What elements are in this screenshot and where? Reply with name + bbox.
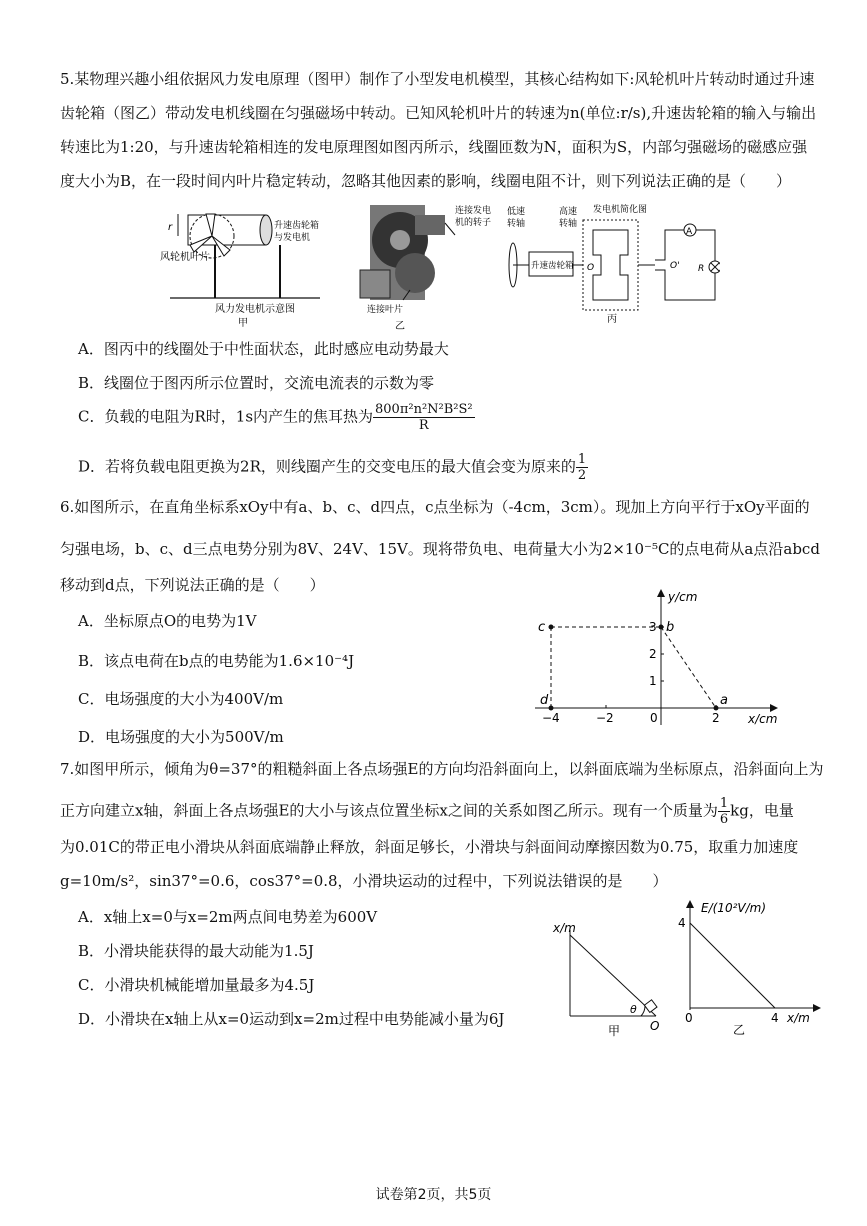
q6-label-a: a (720, 693, 728, 708)
q7-jia-xlabel: x/m (553, 921, 576, 935)
fig-jia-gen-label: 与发电机 (274, 233, 311, 243)
q5-option-d[interactable] (78, 452, 588, 483)
q7-jia-theta: θ (630, 1003, 637, 1016)
q5-c-denominator: R (418, 418, 429, 433)
q6-point-c (549, 625, 554, 630)
fig-yi-blades-label: 连接叶片 (367, 305, 404, 315)
q5-option-c-text: C．负载的电阻为R时，1s内产生的焦耳热为 (78, 407, 374, 426)
q6-coordinate-graph (530, 585, 790, 730)
q5-d-numerator: 1 (577, 452, 587, 467)
q5-figure-jia (160, 200, 325, 330)
q6-stem-line3: 移动到d点，下列说法正确的是（ ） (60, 576, 325, 594)
q7-mass-num: 1 (719, 796, 729, 811)
fig-bing-tag: 丙 (607, 314, 617, 325)
fig-bing-low1: 低速 (507, 207, 526, 217)
q5-stem-line2: 齿轮箱（图乙）带动发电机线圈在匀强磁场中转动。已知风轮机叶片的转速为n(单位:r/s),升速齿轮箱的输入与输出 (60, 104, 817, 122)
q7-yi-xtick-4: 4 (771, 1011, 779, 1025)
fig-bing-low2: 转轴 (507, 219, 526, 229)
q7-figure-jia (548, 920, 668, 1040)
q5-c-numerator: 800π²n²N²B²S² (375, 402, 473, 417)
q7-mass-den: 6 (719, 812, 729, 827)
q6-label-c: c (538, 620, 546, 635)
q5-option-d-text: D．若将负载电阻更换为2R，则线圈产生的交变电压的最大值会变为原来的 (78, 457, 576, 476)
q7-figure-yi (675, 898, 825, 1036)
q6-point-b (659, 625, 664, 630)
fig-bing-high1: 高速 (559, 207, 578, 217)
fig-yi-rotor-label-2: 机的转子 (455, 218, 492, 228)
q7-mass-fraction (718, 796, 730, 827)
fig-bing-ammeter: A (686, 227, 693, 237)
fig-yi-tag: 乙 (395, 321, 405, 332)
fig-jia-gear-label: 升速齿轮箱 (274, 221, 320, 231)
q7-stem-line3: 为0.01C的带正电小滑块从斜面底端静止释放，斜面足够长，小滑块与斜面间动摩擦因数为0.75，取重力加速度 (60, 838, 799, 856)
q6-xtick-neg2: −2 (596, 711, 614, 725)
q5-option-d-fraction (576, 452, 588, 483)
q6-ytick-1: 1 (649, 674, 657, 688)
q7-yi-ytick-4: 4 (678, 916, 686, 930)
q6-x-axis-label: x/cm (748, 712, 778, 726)
q7-line2-pre: 正方向建立x轴，斜面上各点场强E的大小与该点位置坐标x之间的关系如图乙所示。现有一个质量为 (60, 801, 718, 820)
q5-stem-line1: 5.某物理兴趣小组依据风力发电原理（图甲）制作了小型发电机模型，其核心结构如下:风轮机叶片转动时通过升速 (60, 70, 815, 88)
q5-option-c-fraction (373, 402, 475, 433)
q5-stem-line4: 度大小为B，在一段时间内叶片稳定转动，忽略其他因素的影响，线圈电阻不计，则下列说法正确的是（ ） (60, 172, 792, 190)
fig-jia-r: r (168, 222, 173, 233)
q7-stem-line4: g=10m/s²，sin37°=0.6，cos37°=0.8，小滑块运动的过程中，下列说法错误的是 ） (60, 872, 668, 890)
q6-option-d[interactable]: D．电场强度的大小为500V/m (78, 728, 284, 746)
q5-option-a[interactable]: A．图丙中的线圈处于中性面状态，此时感应电动势最大 (78, 340, 449, 358)
fig-bing-title: 发电机简化图 (593, 205, 648, 215)
q6-xtick-neg4: −4 (542, 711, 560, 725)
fig-jia-tag: 甲 (238, 318, 248, 329)
q7-jia-origin: O (650, 1019, 660, 1033)
fig-bing-gearbox: 升速齿轮箱 (531, 261, 574, 271)
q6-option-b[interactable]: B．该点电荷在b点的电势能为1.6×10⁻⁴J (78, 652, 355, 670)
q6-stem-line2: 匀强电场，b、c、d三点电势分别为8V、24V、15V。现将带负电、电荷量大小为2×10⁻⁵C的点电荷从a点沿abcd (60, 540, 820, 558)
q7-stem-line1: 7.如图甲所示，倾角为θ=37°的粗糙斜面上各点场强E的方向均沿斜面向上，以斜面底端为坐标原点，沿斜面向上为 (60, 760, 824, 778)
fig-yi-rotor-label-1: 连接发电 (455, 206, 492, 216)
q6-origin-label: 0 (650, 711, 658, 725)
fig-jia-caption: 风力发电机示意图 (215, 304, 295, 315)
q7-option-b[interactable]: B．小滑块能获得的最大动能为1.5J (78, 942, 314, 960)
q5-figure-bing (505, 200, 720, 325)
q5-d-denominator: 2 (577, 468, 587, 483)
q7-jia-tag: 甲 (608, 1024, 621, 1038)
q6-option-c[interactable]: C．电场强度的大小为400V/m (78, 690, 284, 708)
q7-option-d[interactable]: D．小滑块在x轴上从x=0运动到x=2m过程中电势能减小量为6J (78, 1010, 505, 1028)
q7-yi-tag: 乙 (733, 1023, 746, 1036)
page-footer: 试卷第2页，共5页 (375, 1187, 492, 1203)
q6-xtick-2: 2 (712, 711, 720, 725)
fig-bing-o: O (587, 263, 595, 273)
q7-yi-origin: 0 (685, 1011, 693, 1025)
q7-stem-line2 (60, 796, 820, 827)
q6-stem-line1: 6.如图所示，在直角坐标系xOy中有a、b、c、d四点，c点坐标为（-4cm，3cm）。现加上方向平行于xOy平面的 (60, 498, 810, 516)
fig-bing-o2: O' (670, 261, 680, 271)
q7-option-a[interactable]: A．x轴上x=0与x=2m两点间电势差为600V (78, 908, 378, 926)
q6-option-a[interactable]: A．坐标原点O的电势为1V (78, 612, 257, 630)
q6-ytick-2: 2 (649, 647, 657, 661)
q7-option-c[interactable]: C．小滑块机械能增加量最多为4.5J (78, 976, 315, 994)
fig-jia-blade-label: 风轮机叶片 (160, 252, 210, 263)
q6-ytick-3: 3 (649, 620, 657, 634)
fig-bing-r: R (698, 264, 705, 274)
q5-option-c[interactable] (78, 402, 475, 433)
q5-stem-line3: 转速比为1:20，与升速齿轮箱相连的发电原理图如图丙所示，线圈匝数为N，面积为S，内部匀强磁场的磁感应强 (60, 138, 808, 156)
q5-option-b[interactable]: B．线圈位于图丙所示位置时，交流电流表的示数为零 (78, 374, 435, 392)
q6-point-a (714, 706, 719, 711)
q7-line2-post: kg，电量 (730, 801, 794, 820)
q6-y-axis-label: y/cm (668, 590, 698, 604)
q7-yi-ylabel: E/(10²V/m) (701, 901, 767, 915)
q6-label-d: d (540, 693, 549, 708)
q6-label-b: b (666, 620, 675, 635)
q5-figure-yi (355, 195, 500, 335)
q7-yi-xlabel: x/m (787, 1011, 810, 1025)
q6-point-d (549, 706, 554, 711)
fig-bing-high2: 转轴 (559, 219, 578, 229)
